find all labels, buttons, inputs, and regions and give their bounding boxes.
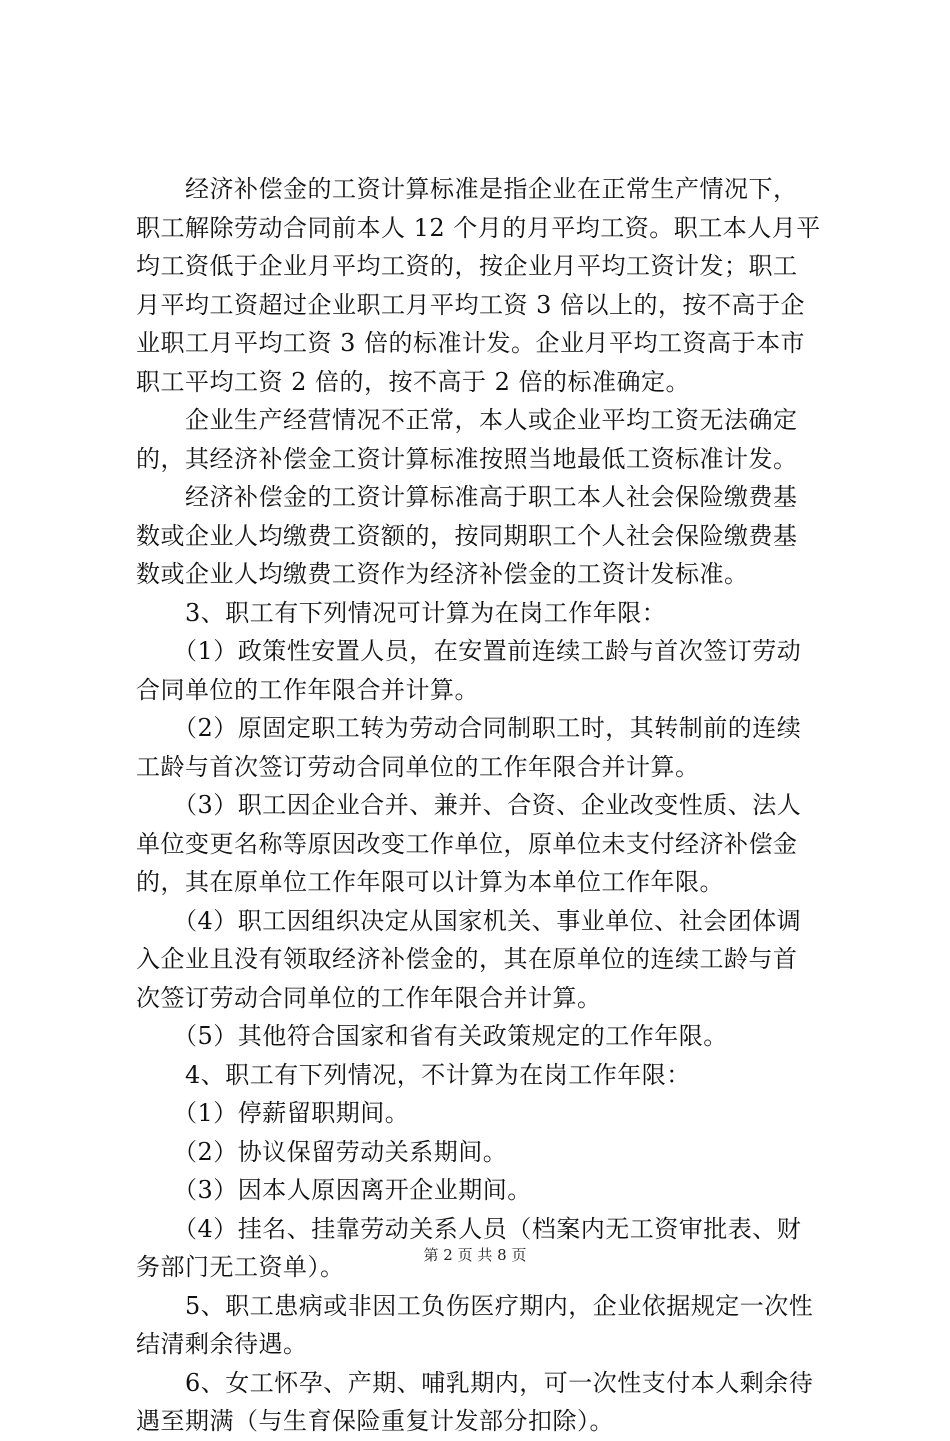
text-line: 4、职工有下列情况，不计算为在岗工作年限： — [136, 1060, 691, 1089]
text-line: 务部门无工资单）。 — [136, 1253, 345, 1281]
text-line: 数或企业人均缴费工资额的，按同期职工个人社会保险缴费基 — [136, 521, 798, 550]
text-line: 单位变更名称等原因改变工作单位，原单位未支付经济补偿金 — [136, 829, 798, 858]
text-line: 遇至期满（与生育保险重复计发部分扣除）。 — [136, 1407, 614, 1435]
text-line: 均工资低于企业月平均工资的，按企业月平均工资计发；职工 — [136, 252, 798, 280]
text-line: （2）原固定职工转为劳动合同制职工时，其转制前的连续 — [136, 714, 802, 742]
text-line: （3）职工因企业合并、兼并、合资、企业改变性质、法人 — [136, 791, 802, 819]
text-line: 月平均工资超过企业职工月平均工资 3 倍以上的，按不高于企 — [136, 290, 806, 319]
text-line: 职工平均工资 2 倍的，按不高于 2 倍的标准确定。 — [136, 367, 691, 396]
text-line: （3）因本人原因离开企业期间。 — [136, 1176, 532, 1204]
text-line: 的，其在原单位工作年限可以计算为本单位工作年限。 — [136, 868, 724, 896]
text-line: （4）挂名、挂靠劳动关系人员（档案内无工资审批表、财 — [136, 1214, 802, 1243]
text-line: 次签订劳动合同单位的工作年限合并计算。 — [136, 983, 602, 1012]
text-line: （5）其他符合国家和省有关政策规定的工作年限。 — [136, 1022, 728, 1050]
text-line: 合同单位的工作年限合并计算。 — [136, 675, 479, 704]
text-line: 职工解除劳动合同前本人 12 个月的月平均工资。职工本人月平 — [136, 213, 821, 242]
text-line: （4）职工因组织决定从国家机关、事业单位、社会团体调 — [136, 906, 802, 935]
text-line: 工龄与首次签订劳动合同单位的工作年限合并计算。 — [136, 752, 700, 781]
text-line: 结清剩余待遇。 — [136, 1330, 308, 1358]
text-line: 经济补偿金的工资计算标准是指企业在正常生产情况下， — [136, 175, 798, 203]
text-line: 企业生产经营情况不正常，本人或企业平均工资无法确定 — [136, 406, 798, 434]
text-line: （2）协议保留劳动关系期间。 — [136, 1137, 508, 1166]
text-line: 5、职工患病或非因工负伤医疗期内，企业依据规定一次性 — [136, 1291, 814, 1320]
text-line: 数或企业人均缴费工资作为经济补偿金的工资计发标准。 — [136, 560, 749, 588]
text-line: 6、女工怀孕、产期、哺乳期内，可一次性支付本人剩余待 — [136, 1368, 814, 1397]
text-line: （1）停薪留职期间。 — [136, 1099, 410, 1127]
text-line: 3、职工有下列情况可计算为在岗工作年限： — [136, 598, 667, 627]
text-line: 入企业且没有领取经济补偿金的，其在原单位的连续工龄与首 — [136, 945, 798, 973]
text-line: 业职工月平均工资 3 倍的标准计发。企业月平均工资高于本市 — [136, 329, 806, 357]
text-line: （1）政策性安置人员，在安置前连续工龄与首次签订劳动 — [136, 637, 802, 665]
text-line: 的，其经济补偿金工资计算标准按照当地最低工资标准计发。 — [136, 444, 798, 473]
text-line: 经济补偿金的工资计算标准高于职工本人社会保险缴费基 — [136, 483, 798, 511]
page-number-footer: 第 2 页 共 8 页 — [423, 1246, 527, 1264]
